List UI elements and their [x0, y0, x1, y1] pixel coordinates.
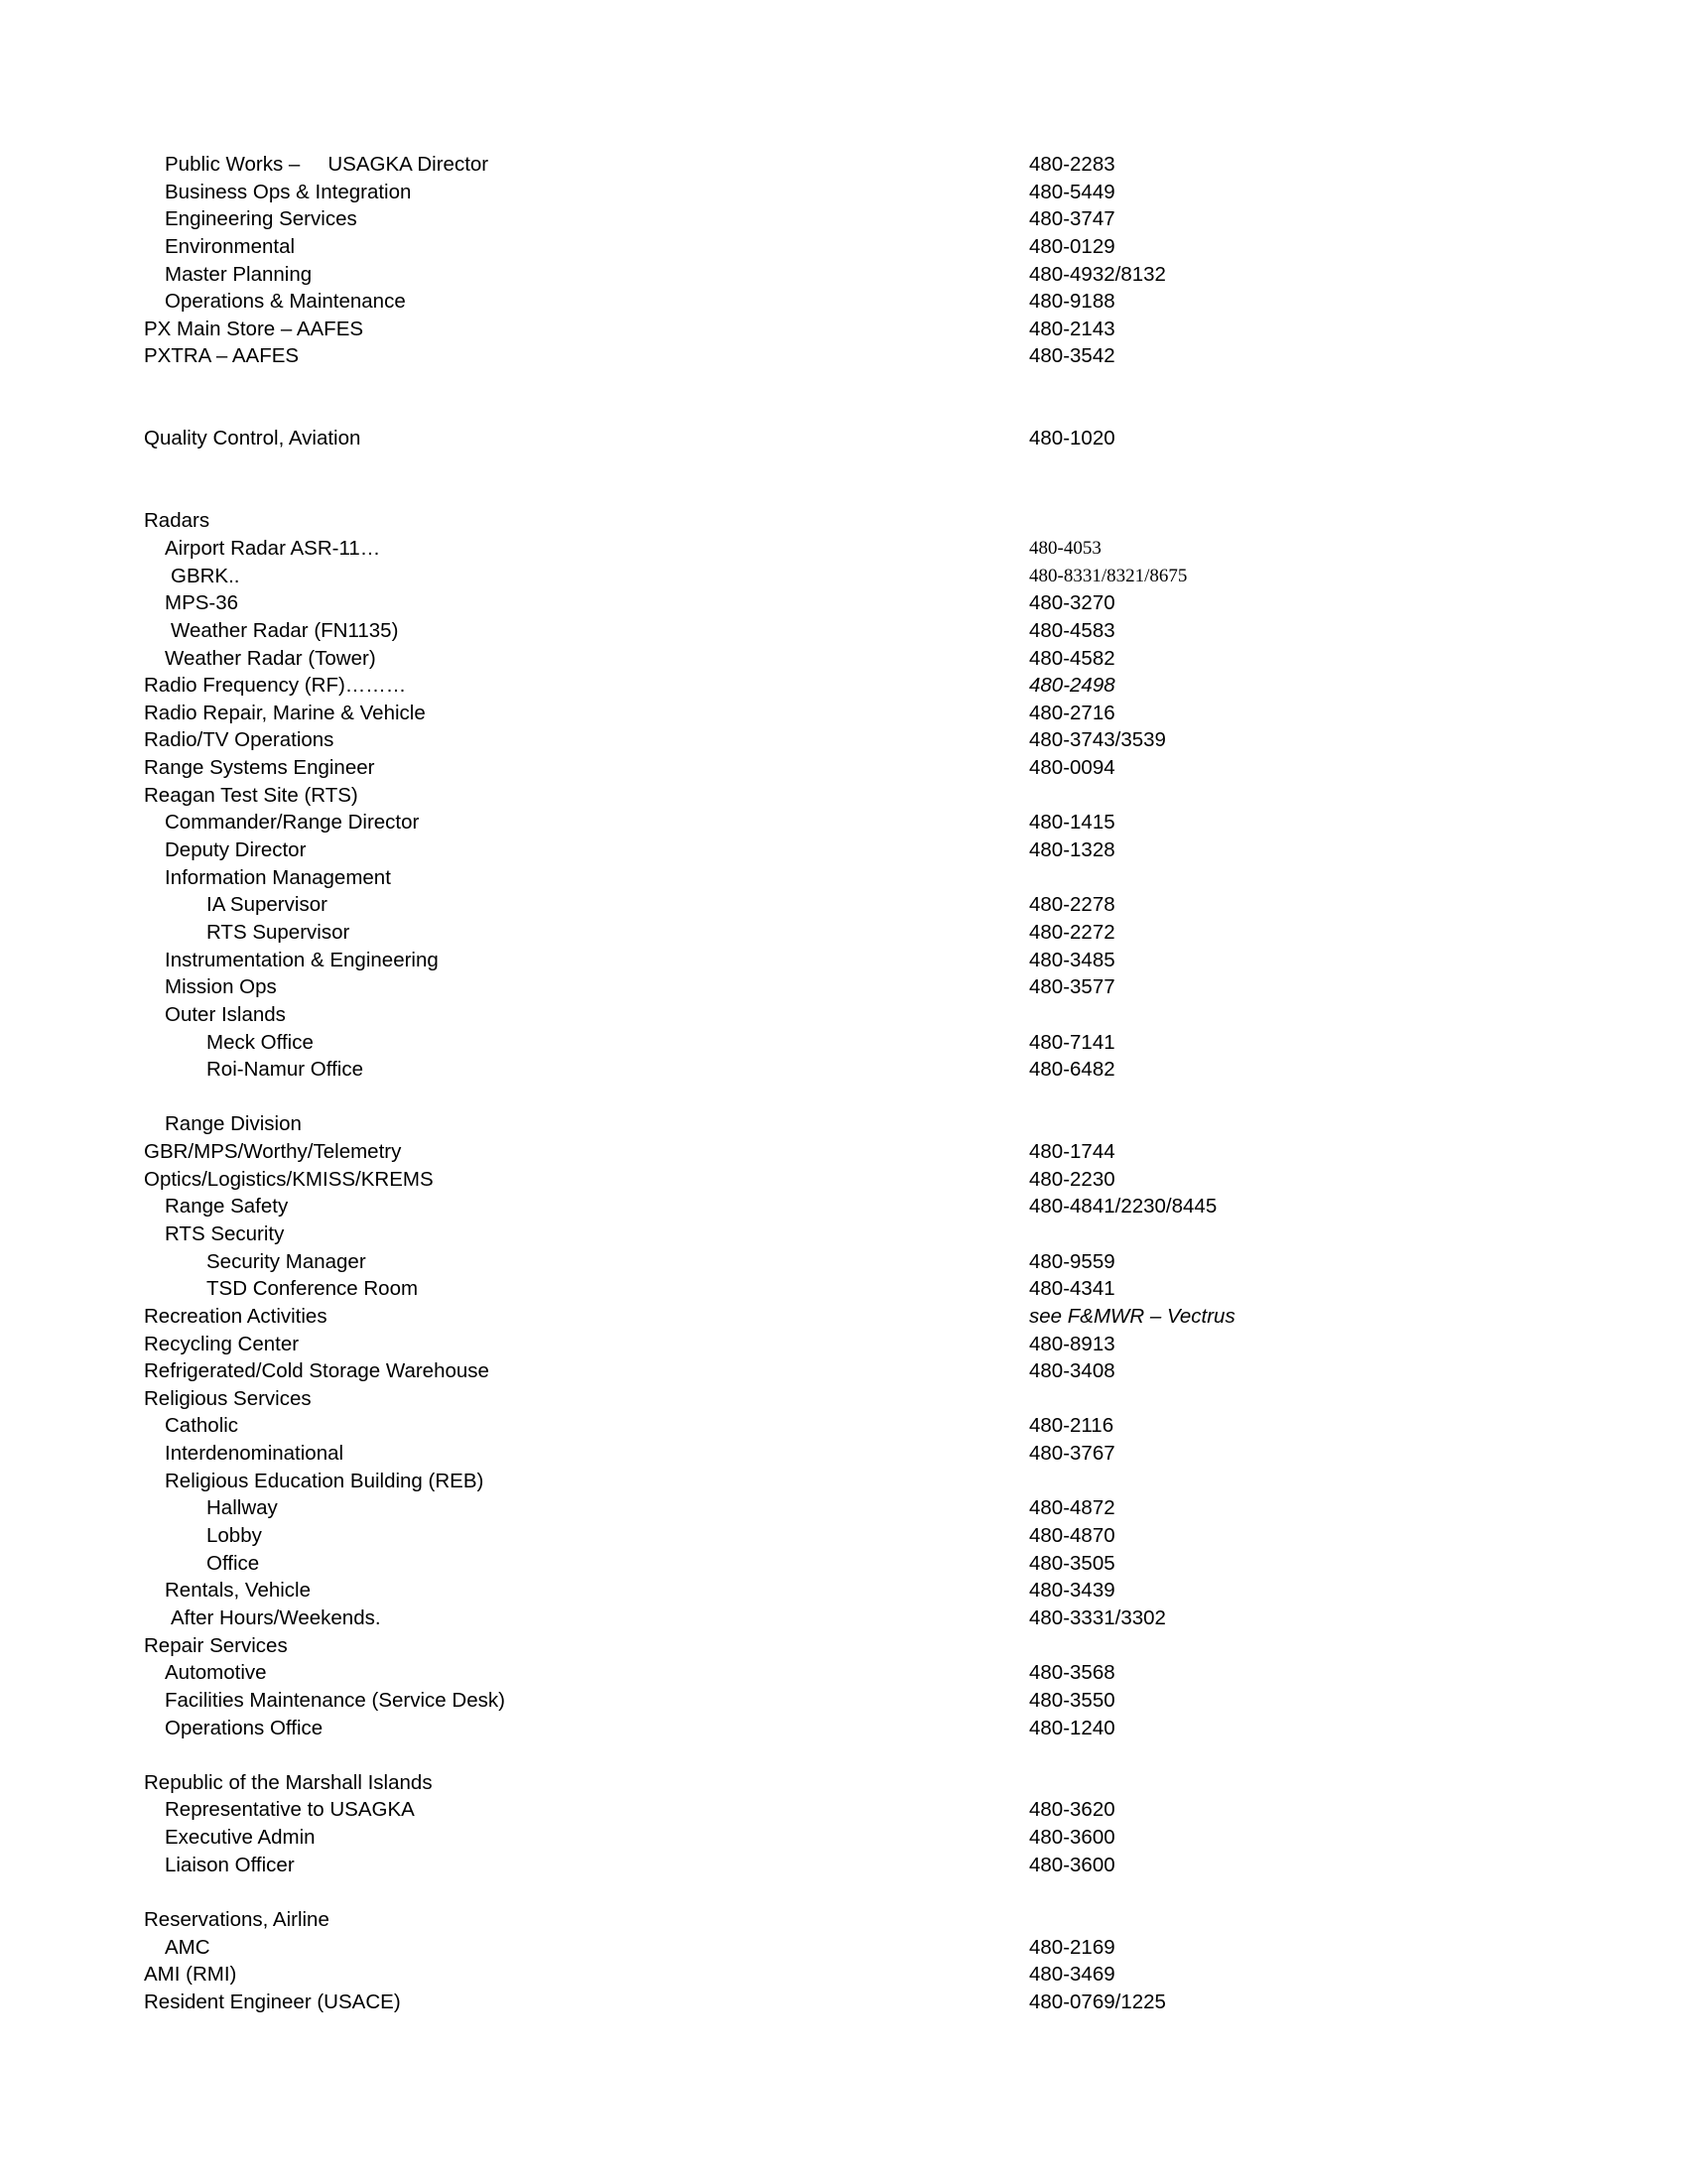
entry-label: Operations & Maintenance [165, 290, 406, 314]
directory-row [0, 1166, 1688, 1194]
entry-label: AMC [165, 1935, 210, 1959]
entry-phone: 480-1020 [1029, 427, 1115, 450]
entry-label: RTS Supervisor [206, 920, 350, 944]
entry-phone: 480-0769/1225 [1029, 1990, 1166, 2013]
section-heading [0, 1906, 1688, 1934]
entry-label: Security Manager [206, 1249, 366, 1273]
directory-row [0, 809, 1688, 836]
subsection-heading [0, 1220, 1688, 1248]
entry-label: Optics/Logistics/KMISS/KREMS [144, 1167, 434, 1191]
entry-phone: 480-2278 [1029, 893, 1115, 917]
directory-row [0, 1357, 1688, 1385]
entry-label: MPS-36 [165, 591, 239, 615]
directory-row [0, 1852, 1688, 1879]
section-heading [0, 1632, 1688, 1660]
directory-row [0, 754, 1688, 782]
entry-label: Radio/TV Operations [144, 728, 334, 752]
directory-row [0, 1577, 1688, 1605]
entry-label: Radio Repair, Marine & Vehicle [144, 701, 426, 724]
entry-phone: 480-1328 [1029, 838, 1115, 862]
entry-label: Public Works – USAGKA Director [165, 153, 489, 176]
entry-phone: 480-9188 [1029, 290, 1115, 314]
entry-phone: 480-3600 [1029, 1853, 1115, 1876]
entry-label: Range Division [165, 1112, 302, 1136]
entry-phone: 480-3600 [1029, 1826, 1115, 1850]
spacer [0, 1084, 1688, 1111]
entry-label: Reagan Test Site (RTS) [144, 783, 358, 807]
entry-phone: 480-3747 [1029, 207, 1115, 231]
entry-phone: 480-3408 [1029, 1359, 1115, 1383]
directory-row [0, 1550, 1688, 1578]
entry-phone: 480-7141 [1029, 1030, 1115, 1054]
entry-label: Religious Education Building (REB) [165, 1469, 484, 1492]
subsection-heading [0, 1468, 1688, 1495]
subsection-heading [0, 864, 1688, 892]
entry-phone: 480-3568 [1029, 1661, 1115, 1685]
entry-label: Commander/Range Director [165, 811, 420, 835]
entry-phone: 480-3331/3302 [1029, 1606, 1166, 1629]
directory-row [0, 179, 1688, 206]
entry-label: Master Planning [165, 262, 313, 286]
entry-phone: 480-4872 [1029, 1496, 1115, 1520]
entry-phone: 480-4583 [1029, 618, 1115, 642]
entry-phone: 480-1744 [1029, 1140, 1115, 1164]
directory-row [0, 205, 1688, 233]
entry-label: Facilities Maintenance (Service Desk) [165, 1688, 505, 1712]
spacer [0, 452, 1688, 480]
entry-label: Hallway [206, 1496, 278, 1520]
entry-label: Office [206, 1551, 260, 1575]
entry-label: Outer Islands [165, 1002, 286, 1026]
entry-phone: 480-4053 [1029, 537, 1102, 559]
entry-label: Weather Radar (FN1135) [171, 618, 399, 642]
directory-row [0, 1715, 1688, 1742]
directory-row [0, 1138, 1688, 1166]
entry-label: Executive Admin [165, 1826, 316, 1850]
entry-phone: 480-2230 [1029, 1167, 1115, 1191]
subsection-heading [0, 1110, 1688, 1138]
directory-row [0, 1303, 1688, 1331]
entry-label: Weather Radar (Tower) [165, 646, 376, 670]
directory-row [0, 973, 1688, 1001]
entry-label: Resident Engineer (USACE) [144, 1990, 401, 2013]
entry-phone: 480-3270 [1029, 591, 1115, 615]
entry-phone: 480-4932/8132 [1029, 262, 1166, 286]
entry-phone: 480-2716 [1029, 701, 1115, 724]
entry-label: TSD Conference Room [206, 1277, 419, 1301]
directory-row [0, 1687, 1688, 1715]
directory-row [0, 1522, 1688, 1550]
entry-label: RTS Security [165, 1221, 285, 1245]
entry-phone: see F&MWR – Vectrus [1029, 1304, 1235, 1328]
entry-phone: 480-9559 [1029, 1249, 1115, 1273]
entry-label: PX Main Store – AAFES [144, 317, 364, 340]
directory-row [0, 1961, 1688, 1989]
subsection-heading [0, 1001, 1688, 1029]
entry-label: Lobby [206, 1524, 262, 1548]
entry-label: GBR/MPS/Worthy/Telemetry [144, 1140, 402, 1164]
section-heading [0, 507, 1688, 535]
entry-phone: 480-3485 [1029, 948, 1115, 971]
directory-row [0, 617, 1688, 645]
entry-phone: 480-8331/8321/8675 [1029, 565, 1188, 586]
entry-label: Recycling Center [144, 1332, 300, 1355]
entry-label: Rentals, Vehicle [165, 1579, 312, 1603]
directory-row [0, 1440, 1688, 1468]
entry-label: Business Ops & Integration [165, 180, 412, 203]
entry-label: After Hours/Weekends. [171, 1606, 381, 1629]
entry-label: Representative to USAGKA [165, 1798, 415, 1822]
entry-phone: 480-8913 [1029, 1332, 1115, 1355]
entry-label: Repair Services [144, 1633, 288, 1657]
directory-row [0, 1056, 1688, 1084]
directory-row [0, 1248, 1688, 1276]
phone-directory [0, 151, 1688, 2016]
entry-phone: 480-3620 [1029, 1798, 1115, 1822]
directory-row [0, 919, 1688, 947]
directory-row [0, 151, 1688, 179]
section-heading [0, 1769, 1688, 1797]
entry-label: Range Systems Engineer [144, 756, 375, 780]
entry-phone: 480-3743/3539 [1029, 728, 1166, 752]
directory-row [0, 1605, 1688, 1632]
entry-phone: 480-2283 [1029, 153, 1115, 176]
directory-row [0, 233, 1688, 261]
entry-phone: 480-0094 [1029, 756, 1115, 780]
entry-label: AMI (RMI) [144, 1963, 237, 1987]
entry-phone: 480-3505 [1029, 1551, 1115, 1575]
spacer [0, 370, 1688, 398]
entry-label: Liaison Officer [165, 1853, 295, 1876]
entry-label: Radars [144, 509, 210, 533]
entry-phone: 480-3542 [1029, 344, 1115, 368]
section-heading [0, 782, 1688, 810]
directory-row [0, 1934, 1688, 1962]
entry-label: Meck Office [206, 1030, 314, 1054]
entry-label: Republic of the Marshall Islands [144, 1770, 433, 1794]
spacer [0, 1741, 1688, 1769]
entry-phone: 480-4582 [1029, 646, 1115, 670]
entry-phone: 480-6482 [1029, 1058, 1115, 1082]
directory-row [0, 563, 1688, 590]
entry-phone: 480-3439 [1029, 1579, 1115, 1603]
entry-phone: 480-3469 [1029, 1963, 1115, 1987]
spacer [0, 480, 1688, 508]
entry-label: Range Safety [165, 1195, 289, 1219]
spacer [0, 1878, 1688, 1906]
directory-row [0, 288, 1688, 316]
entry-label: Airport Radar ASR-11… [165, 536, 381, 560]
entry-phone: 480-3767 [1029, 1442, 1115, 1466]
entry-phone: 480-2272 [1029, 920, 1115, 944]
directory-row [0, 316, 1688, 343]
directory-row [0, 1412, 1688, 1440]
directory-row [0, 1331, 1688, 1358]
directory-row [0, 645, 1688, 673]
entry-label: Automotive [165, 1661, 267, 1685]
directory-row [0, 589, 1688, 617]
entry-label: Information Management [165, 865, 391, 889]
entry-phone: 480-4841/2230/8445 [1029, 1195, 1218, 1219]
directory-row [0, 947, 1688, 974]
entry-phone: 480-0129 [1029, 234, 1115, 258]
directory-row [0, 1494, 1688, 1522]
directory-row [0, 672, 1688, 700]
entry-label: Engineering Services [165, 207, 357, 231]
entry-label: Quality Control, Aviation [144, 427, 361, 450]
entry-label: Mission Ops [165, 975, 277, 999]
directory-row [0, 1824, 1688, 1852]
entry-phone: 480-3577 [1029, 975, 1115, 999]
entry-label: Catholic [165, 1414, 239, 1438]
directory-row [0, 891, 1688, 919]
directory-row [0, 726, 1688, 754]
entry-phone: 480-2116 [1029, 1414, 1114, 1438]
entry-label: Instrumentation & Engineering [165, 948, 439, 971]
directory-row [0, 1659, 1688, 1687]
directory-row [0, 1796, 1688, 1824]
entry-phone: 480-2143 [1029, 317, 1115, 340]
entry-label: Roi-Namur Office [206, 1058, 363, 1082]
directory-row [0, 535, 1688, 563]
entry-phone: 480-2498 [1029, 674, 1115, 698]
entry-phone: 480-3550 [1029, 1688, 1115, 1712]
entry-label: Recreation Activities [144, 1304, 327, 1328]
directory-row [0, 1193, 1688, 1220]
entry-phone: 480-2169 [1029, 1935, 1115, 1959]
entry-label: Reservations, Airline [144, 1908, 329, 1931]
entry-label: IA Supervisor [206, 893, 327, 917]
entry-label: Deputy Director [165, 838, 307, 862]
directory-row [0, 1029, 1688, 1057]
entry-phone: 480-5449 [1029, 180, 1115, 203]
entry-label: Radio Frequency (RF)……… [144, 674, 407, 698]
entry-label: Interdenominational [165, 1442, 344, 1466]
spacer [0, 398, 1688, 426]
entry-phone: 480-4870 [1029, 1524, 1115, 1548]
directory-row [0, 1275, 1688, 1303]
entry-label: Operations Office [165, 1716, 324, 1739]
directory-row [0, 261, 1688, 289]
entry-phone: 480-1415 [1029, 811, 1115, 835]
entry-label: Religious Services [144, 1386, 312, 1410]
entry-label: PXTRA – AAFES [144, 344, 300, 368]
entry-phone: 480-4341 [1029, 1277, 1115, 1301]
directory-row [0, 700, 1688, 727]
directory-row [0, 425, 1688, 452]
section-heading [0, 1385, 1688, 1413]
entry-label: Refrigerated/Cold Storage Warehouse [144, 1359, 489, 1383]
entry-label: GBRK.. [171, 564, 240, 587]
entry-label: Environmental [165, 234, 296, 258]
directory-row [0, 836, 1688, 864]
directory-row [0, 342, 1688, 370]
directory-row [0, 1989, 1688, 2016]
entry-phone: 480-1240 [1029, 1716, 1115, 1739]
